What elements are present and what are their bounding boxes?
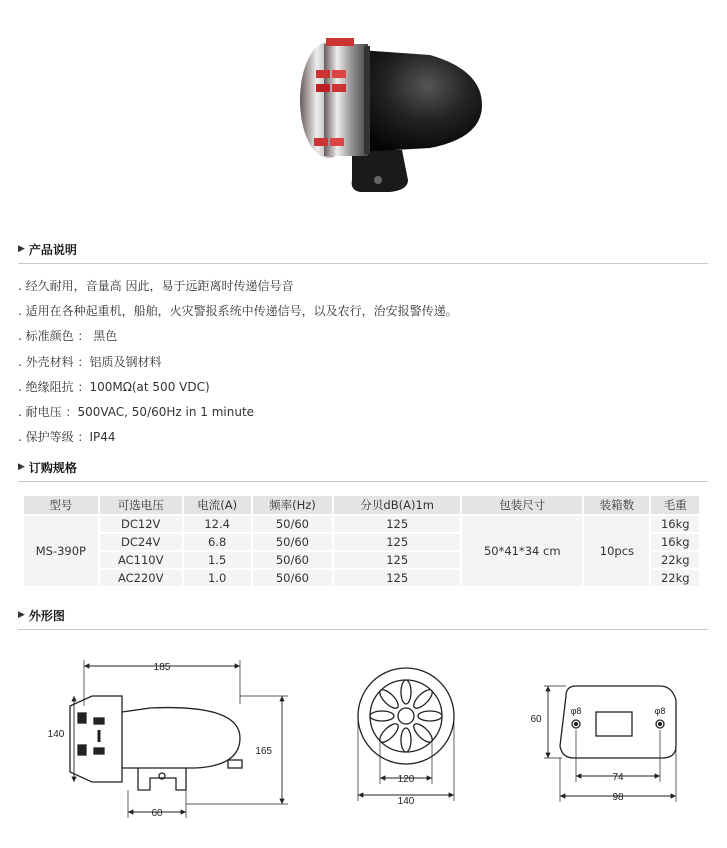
cell-weight: 22kg [651, 552, 699, 568]
section-arrow-icon: ▶ [18, 462, 25, 472]
dim-base-hole-spacing: 74 [612, 772, 624, 783]
description-line: . 标准颜色 ： 黑色 [18, 329, 118, 344]
cell-decibel: 125 [334, 552, 460, 568]
section-divider [18, 629, 708, 630]
description-line: . 外壳材料 ：铝质及钢材料 [18, 354, 162, 369]
base-view-drawing [544, 686, 676, 802]
dim-front-outer: 140 [397, 796, 415, 807]
dim-base-hole-left: φ8 [570, 706, 582, 716]
description-list [18, 274, 458, 450]
description-line: . 适用在各种起重机，船舶，火灾警报系统中传递信号，以及农行，治安报警传递。 [18, 304, 458, 319]
cell-current: 12.4 [184, 516, 251, 532]
cell-frequency: 50/60 [253, 552, 333, 568]
dim-base-width: 98 [612, 792, 624, 803]
section-outline-header [18, 605, 65, 625]
cell-voltage: AC110V [100, 552, 182, 568]
cell-weight: 16kg [651, 516, 699, 532]
cell-box-qty: 10pcs [584, 516, 649, 586]
col-frequency: 频率(Hz) [253, 496, 333, 514]
cell-voltage: DC12V [100, 516, 182, 532]
cell-current: 6.8 [184, 534, 251, 550]
description-line: . 保护等级 ：IP44 [18, 430, 116, 445]
col-weight: 毛重 [651, 496, 699, 514]
section-order-header [18, 457, 77, 477]
section-divider [18, 481, 708, 482]
col-current: 电流(A) [184, 496, 251, 514]
cell-current: 1.5 [184, 552, 251, 568]
table-row [24, 516, 699, 532]
dim-base-height: 60 [530, 714, 542, 725]
description-line: . 绝缘阻抗 ：100MΩ(at 500 VDC) [18, 379, 210, 394]
dim-side-length: 185 [153, 662, 171, 673]
cell-current: 1.0 [184, 570, 251, 586]
dim-front-inner: 120 [397, 774, 415, 785]
section-arrow-icon: ▶ [18, 610, 25, 620]
dim-side-height: 140 [47, 729, 65, 740]
product-photo [290, 30, 490, 200]
dim-side-base: 60 [151, 808, 163, 819]
cell-voltage: DC24V [100, 534, 182, 550]
cell-model: MS-390P [24, 516, 98, 586]
cell-decibel: 125 [334, 570, 460, 586]
section-arrow-icon: ▶ [18, 244, 25, 254]
cell-frequency: 50/60 [253, 516, 333, 532]
description-line: . 经久耐用，音量高 因此，易于远距离时传递信号音 [18, 279, 294, 293]
col-voltage: 可选电压 [100, 496, 182, 514]
cell-frequency: 50/60 [253, 570, 333, 586]
spec-table [22, 494, 701, 588]
cell-voltage: AC220V [100, 570, 182, 586]
cell-frequency: 50/60 [253, 534, 333, 550]
cell-weight: 22kg [651, 570, 699, 586]
col-box-qty: 装箱数 [584, 496, 649, 514]
cell-package-size: 50*41*34 cm [462, 516, 582, 586]
col-model: 型号 [24, 496, 98, 514]
outline-drawings [0, 640, 727, 848]
side-view-drawing [70, 660, 288, 818]
section-divider [18, 263, 708, 264]
dim-base-hole-right: φ8 [654, 706, 666, 716]
cell-decibel: 125 [334, 516, 460, 532]
cell-weight: 16kg [651, 534, 699, 550]
section-description-header [18, 239, 77, 259]
section-outline-title: 外形图 [28, 608, 65, 623]
section-order-title: 订购规格 [28, 460, 77, 475]
cell-decibel: 125 [334, 534, 460, 550]
dim-side-total-height: 165 [255, 746, 272, 757]
description-line: . 耐电压 ：500VAC, 50/60Hz in 1 minute [18, 405, 255, 420]
section-description-title: 产品说明 [28, 242, 77, 257]
col-decibel: 分贝dB(A)1m [334, 496, 460, 514]
col-package-size: 包装尺寸 [462, 496, 582, 514]
table-header-row [24, 496, 699, 514]
